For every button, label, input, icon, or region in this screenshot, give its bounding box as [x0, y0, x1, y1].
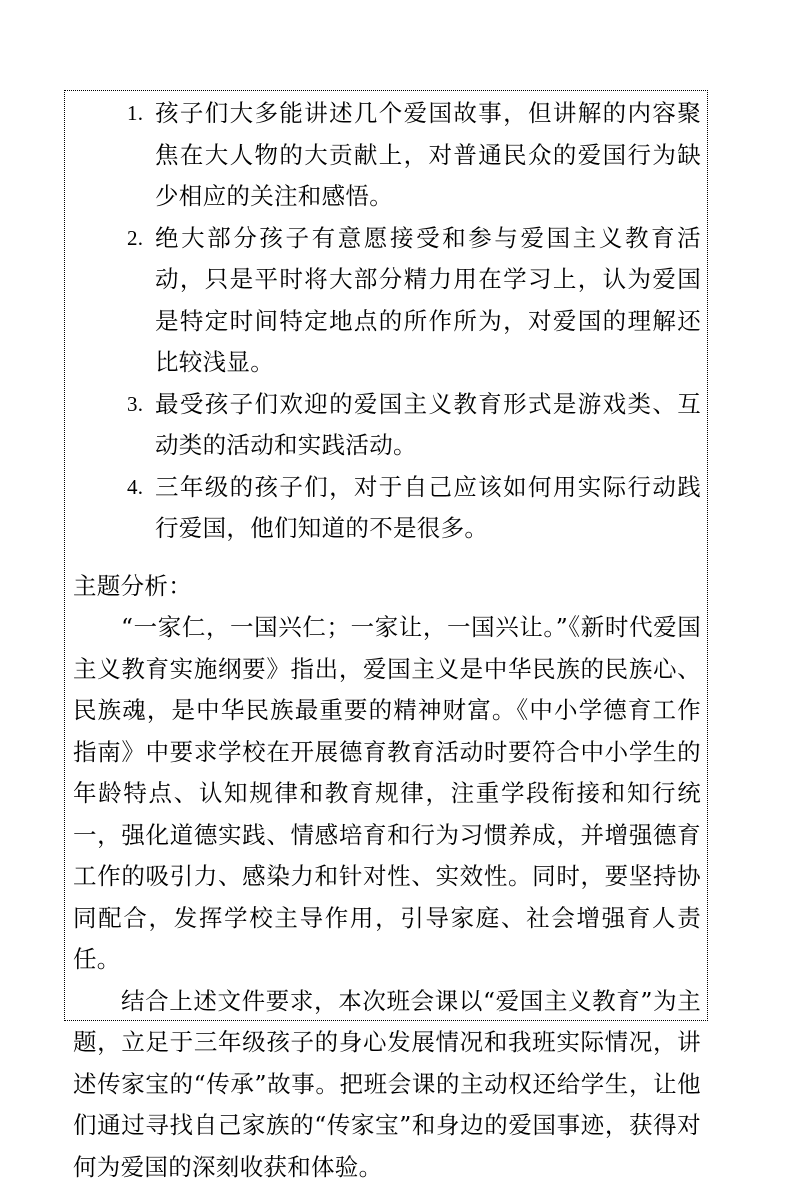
list-item-marker: 3.: [127, 384, 155, 426]
list-item-text: 最受孩子们欢迎的爱国主义教育形式是游戏类、互动类的活动和实践活动。: [155, 384, 701, 467]
list-item: [73, 384, 701, 467]
list-item-text: 孩子们大多能讲述几个爱国故事，但讲解的内容聚焦在大人物的大贡献上，对普通民众的爱国行为缺少相应的关注和感悟。: [155, 93, 701, 218]
list-item-text: 三年级的孩子们，对于自己应该如何用实际行动践行爱国，他们知道的不是很多。: [155, 467, 701, 550]
body-paragraph: “一家仁，一国兴仁；一家让，一国兴让。”《新时代爱国主义教育实施纲要》指出，爱国主义是中华民族的民族心、民族魂，是中华民族最重要的精神财富。《中小学德育工作指南》中要求学校在开展德育教育活动时要符合中小学生的年龄特点、认知规律和教育规律，注重学段衔接和知行统一，强化道德实践、情感培育和行为习惯养成，并增强德育工作的吸引力、感染力和针对性、实效性。同时，要坚持协同配合，发挥学校主导作用，引导家庭、社会增强育人责任。: [73, 607, 701, 981]
list-item-marker: 4.: [127, 467, 155, 509]
document-text-frame: [64, 90, 708, 1021]
list-item-marker: 2.: [127, 218, 155, 260]
list-item: [73, 93, 701, 218]
list-item: [73, 218, 701, 384]
list-item-marker: 1.: [127, 93, 155, 135]
list-item-text: 绝大部分孩子有意愿接受和参与爱国主义教育活动，只是平时将大部分精力用在学习上，认为爱国是特定时间特定地点的所作所为，对爱国的理解还比较浅显。: [155, 218, 701, 384]
section-heading: 主题分析：: [73, 566, 701, 608]
body-paragraph: 结合上述文件要求，本次班会课以“爱国主义教育”为主题，立足于三年级孩子的身心发展情况和我班实际情况，讲述传家宝的“传承”故事。把班会课的主动权还给学生，让他们通过寻找自己家族的“传家宝”和身边的爱国事迹，获得对何为爱国的深刻收获和体验。: [73, 981, 701, 1188]
findings-numbered-list: [73, 93, 701, 550]
list-item: [73, 467, 701, 550]
document-body: [73, 93, 701, 1188]
